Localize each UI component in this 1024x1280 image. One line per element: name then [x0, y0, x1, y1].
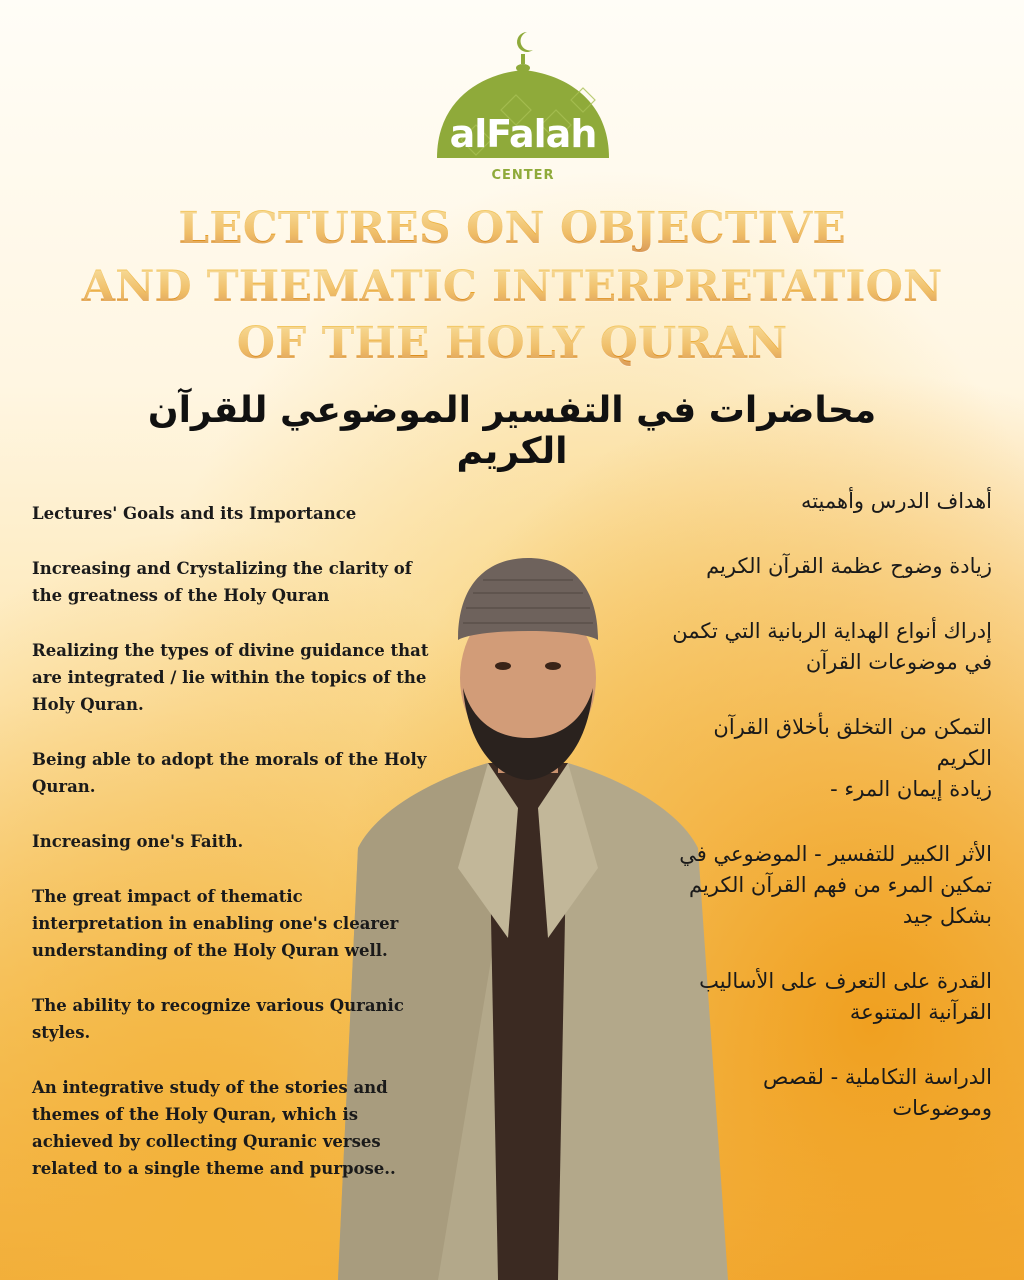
- arabic-item: القدرة على التعرف على الأساليب القرآنية المتنوعة: [699, 969, 992, 1024]
- english-item: Realizing the types of divine guidance that are integrated / lie within the topics of the Holy Quran.: [32, 641, 429, 714]
- arabic-item: زيادة إيمان المرء -: [830, 777, 992, 801]
- english-item: Lectures' Goals and its Importance: [32, 504, 357, 523]
- english-goals-list: [32, 500, 432, 1210]
- arabic-item: الأثر الكبير للتفسير - الموضوعي في تمكين المرء من فهم القرآن الكريم بشكل جيد: [679, 842, 992, 928]
- arabic-title: محاضرات في التفسير الموضوعي للقرآن الكريم: [147, 390, 877, 472]
- logo-name: alFalah: [449, 112, 597, 156]
- title-line-2: AND THEMATIC INTERPRETATION: [20, 262, 1004, 312]
- english-item: An integrative study of the stories and themes of the Holy Quran, which is achieved by collecting Quranic verses related to a single theme and purpose..: [32, 1078, 396, 1178]
- mosque-dome-logo-icon: [431, 30, 615, 190]
- arabic-item: أهداف الدرس وأهميته: [800, 489, 992, 513]
- arabic-item: التمكن من التخلق بأخلاق القرآن الكريم: [713, 715, 992, 770]
- arabic-item: الدراسة التكاملية - لقصص وموضوعات: [762, 1065, 992, 1120]
- english-item: The great impact of thematic interpretation in enabling one's clearer understanding of the Holy Quran well.: [32, 887, 399, 960]
- english-item: Being able to adopt the morals of the Holy Quran.: [32, 750, 427, 796]
- logo-sub: CENTER: [491, 168, 555, 183]
- english-item: Increasing one's Faith.: [32, 832, 244, 851]
- arabic-item: زيادة وضوح عظمة القرآن الكريم: [706, 554, 992, 578]
- arabic-item: إدراك أنواع الهداية الربانية التي تكمن في موضوعات القرآن: [672, 619, 992, 674]
- title-line-1: LECTURES ON OBJECTIVE: [20, 203, 1004, 254]
- title-line-3: OF THE HOLY QURAN: [20, 318, 1004, 369]
- english-item: Increasing and Crystalizing the clarity of the greatness of the Holy Quran: [32, 559, 412, 605]
- arabic-goals-list: [662, 486, 992, 1158]
- english-item: The ability to recognize various Quranic styles.: [32, 996, 404, 1042]
